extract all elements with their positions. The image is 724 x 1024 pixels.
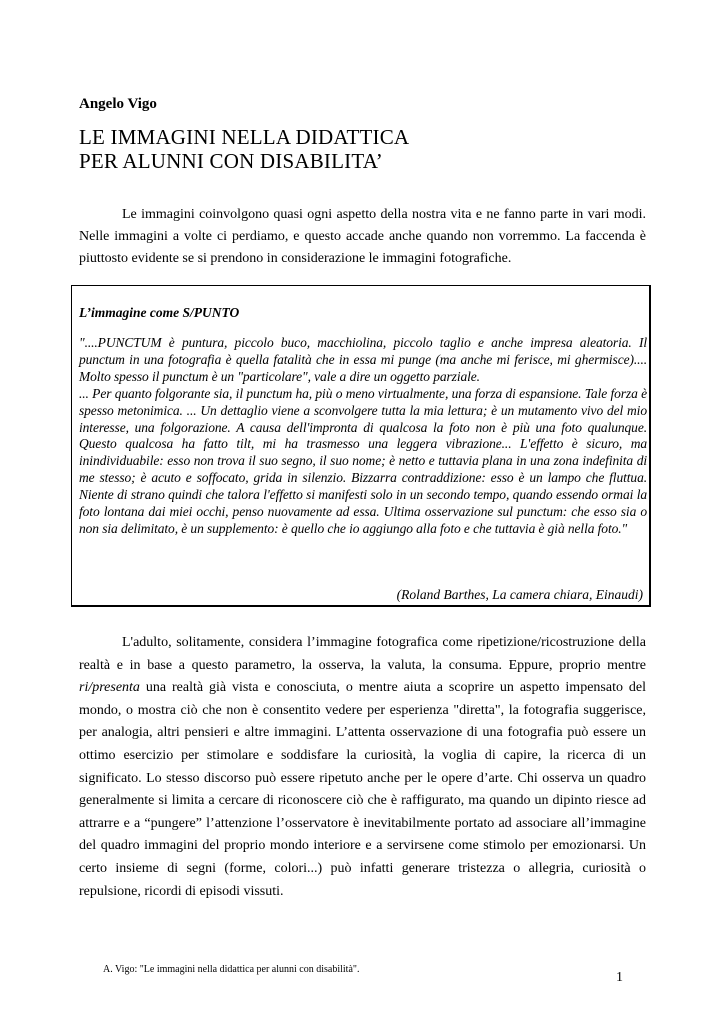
body-text-part-2: una realtà già vista e conosciuta, o mentre aiuta a scoprire un aspetto impensato del mondo, o mostra ciò che non è consentito vedere per esperienza "diretta", la fotografia suggerisce, per analogia, altri pensieri e altre immagini. L’attenta osservazione di una fotografia può essere un ottimo esercizio per stimolare e soddisfare la curiosità, la voglia di capire, la ricerca di un significato. Lo stesso discorso può essere ripetuto anche per le opere d’arte. Chi osserva un quadro generalmente si limita a cercare di riconoscere ciò che è raffigurato, ma quando un dipinto riesce ad attrarre e a “pungere” l’attenzione l’osservatore è inevitabilmente portato ad associare all’immagine del quadro immagini del proprio mondo interiore e a servirsene come stimolo per emozionarsi. Un certo insieme di segni (forme, colori...) può infatti generare tristezza o allegria, curiosità o repulsione, ricordi di episodi vissuti. (79, 680, 646, 899)
document-title (79, 125, 409, 173)
title-line-1: LE IMMAGINI NELLA DIDATTICA (79, 125, 410, 149)
quote-paragraph-2: ... Per quanto folgorante sia, il punctum ha, più o meno virtualmente, una forza di espansione. Tale forza è spesso metonimica. ... Un dettaglio viene a sconvolgere tutta la mia lettura; è un mutamento vivo del mio interesse, una folgorazione. A causa dell'impronta di qualcosa la foto non è più una foto qualunque. Questo qualcosa ha fatto tilt, mi ha trasmesso una leggera vibrazione... L'effetto è sicuro, ma inindividuabile: esso non trova il suo segno, il suo nome; è netto e tuttavia plana in una zona indefinita di me stesso; è acuto e soffocato, grida in silenzio. Bizzarra contraddizione: esso è un lampo che fluttua. Niente di strano quindi che talora l'effetto si manifesti solo in un secondo tempo, quando essendo ormai la foto lontana dai miei occhi, penso nuovamente ad essa. Ultima osservazione sul punctum: che esso sia o non sia delimitato, è un supplemento: è quello che io aggiungo alla foto e che tuttavia è già nella foto." (79, 385, 647, 536)
quote-heading: L’immagine come S/PUNTO (79, 305, 240, 320)
author-name: Angelo Vigo (79, 96, 157, 112)
quote-source: (Roland Barthes, La camera chiara, Einaudi) (396, 587, 643, 602)
quote-box (71, 285, 651, 607)
page-footer: A. Vigo: "Le immagini nella didattica per alunni con disabilità". (103, 964, 360, 975)
body-paragraph (79, 632, 646, 903)
page-number: 1 (616, 970, 623, 985)
body-emphasis: ri/presenta (79, 680, 140, 696)
intro-paragraph: Le immagini coinvolgono quasi ogni aspetto della nostra vita e ne fanno parte in vari modi. Nelle immagini a volte ci perdiamo, e questo accade anche quando non vorremmo. La faccenda è piuttosto evidente se si prendono in considerazione le immagini fotografiche. (79, 207, 646, 266)
quote-paragraph-1: "....PUNCTUM è puntura, piccolo buco, macchiolina, piccolo taglio e anche impresa aleatoria. Il punctum in una fotografia è quella fatalità che in essa mi punge (ma anche mi ferisce, mi ghermisce).... Molto spesso il punctum è un "particolare", vale a dire un oggetto parziale. (79, 335, 647, 384)
quote-text (79, 335, 647, 538)
title-line-2: PER ALUNNI CON DISABILITA’ (79, 149, 383, 173)
body-text-part-1: L'adulto, solitamente, considera l’immagine fotografica come ripetizione/ricostruzione della realtà e in base a questo parametro, la osserva, la valuta, la consuma. Eppure, proprio mentre (79, 635, 646, 673)
